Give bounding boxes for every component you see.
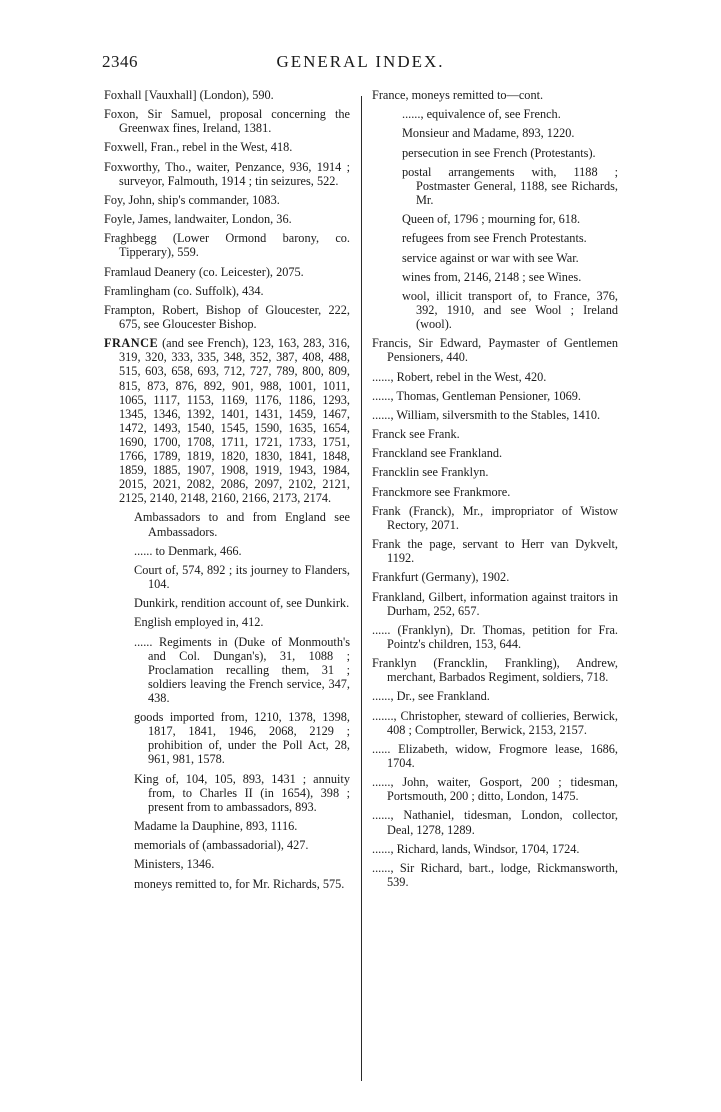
index-entry: ...... (Franklyn), Dr. Thomas, petition for Fra. Pointz's children, 153, 644. (372, 622, 618, 651)
index-entry: ......, Sir Richard, bart., lodge, Rickmansworth, 539. (372, 860, 618, 890)
index-subentry: service against or war with see War. (402, 250, 579, 265)
index-entry: Foxon, Sir Samuel, proposal concerning the Greenwax fines, Ireland, 1381. (104, 107, 350, 136)
index-entry: Foxhall [Vauxhall] (London), 590. (104, 88, 274, 102)
index-subentry: persecution in see French (Protestants). (402, 145, 596, 160)
index-entry: Foyle, James, landwaiter, London, 36. (104, 212, 292, 227)
index-subentry: postal arrangements with, 1188 ; Postmaster General, 1188, see Richards, Mr. (402, 164, 618, 207)
index-subentry: ......, equivalence of, see French. (402, 107, 561, 122)
index-entry: Frank the page, servant to Herr van Dykvelt, 1192. (372, 537, 618, 566)
index-entry: Foy, John, ship's commander, 1083. (104, 192, 280, 207)
index-subentry: Court of, 574, 892 ; its journey to Flanders, 104. (134, 562, 350, 592)
index-subentry: refugees from see French Protestants. (402, 231, 587, 246)
index-entry: Foxworthy, Tho., waiter, Penzance, 936, 1914 ; surveyor, Falmouth, 1914 ; tin seizures, 522. (104, 159, 350, 188)
index-subentry: wool, illicit transport of, to France, 376, 392, 1910, and see Wool ; Ireland (wool). (402, 288, 618, 332)
index-entry: ......, Dr., see Frankland. (372, 689, 490, 704)
index-entry: Frank (Franck), Mr., impropriator of Wistow Rectory, 2071. (372, 503, 618, 532)
index-entry: ......, William, silversmith to the Stables, 1410. (372, 407, 601, 422)
index-entry: Franklyn (Francklin, Frankling), Andrew, merchant, Barbados Regiment, soldiers, 718. (372, 656, 618, 685)
index-subentry: King of, 104, 105, 893, 1431 ; annuity from, to Charles II (in 1654), 398 ; present from to ambassadors, 893. (134, 771, 350, 814)
index-entry: ......, Richard, lands, Windsor, 1704, 1724. (372, 841, 580, 856)
index-subentry: Madame la Dauphine, 893, 1116. (134, 819, 298, 833)
index-subentry: Monsieur and Madame, 893, 1220. (402, 126, 575, 141)
index-subentry: moneys remitted to, for Mr. Richards, 575. (134, 876, 345, 891)
index-entry: Franck see Frank. (372, 427, 460, 442)
column-divider (361, 96, 362, 1081)
index-subentry: English employed in, 412. (134, 615, 264, 630)
headword-france: FRANCE (104, 336, 159, 351)
index-entry: Francis, Sir Edward, Paymaster of Gentlemen Pensioners, 440. (372, 336, 618, 365)
index-subentry: Dunkirk, rendition account of, see Dunkirk. (134, 596, 350, 611)
index-subentry: Ministers, 1346. (134, 857, 215, 872)
index-entry: Foxwell, Fran., rebel in the West, 418. (104, 140, 293, 155)
index-entry: Frankland, Gilbert, information against traitors in Durham, 252, 657. (372, 589, 618, 618)
index-subentry: memorials of (ambassadorial), 427. (134, 838, 309, 853)
index-column-right (372, 88, 618, 894)
index-entry: Francklin see Franklyn. (372, 465, 489, 480)
index-entry: ......., Christopher, steward of collieries, Berwick, 408 ; Comptroller, Berwick, 2153, 2157. (372, 708, 618, 737)
page-number: 2346 (102, 52, 138, 71)
index-subentry: Queen of, 1796 ; mourning for, 618. (402, 212, 581, 227)
running-title: GENERAL INDEX. (276, 52, 445, 71)
index-subentry: ...... to Denmark, 466. (134, 543, 242, 558)
index-entry: ......, Nathaniel, tidesman, London, collector, Deal, 1278, 1289. (372, 808, 618, 837)
index-entry: Framlingham (co. Suffolk), 434. (104, 283, 264, 298)
index-column-left (104, 88, 350, 896)
index-entry: ...... Elizabeth, widow, Frogmore lease, 1686, 1704. (372, 741, 618, 770)
index-entry: ......, Robert, rebel in the West, 420. (372, 369, 547, 384)
index-entry: Frampton, Robert, Bishop of Gloucester, 222, 675, see Gloucester Bishop. (104, 302, 350, 332)
index-entry-france: FRANCE (and see French), 123, 163, 283, 316, 319, 320, 333, 335, 348, 352, 387, 408, 488, 515, 603, 658, 693, 712, 727, 789, 800, 809, 815, 873, 876, 892, 901, 988, 1001, 1011, 1065, 1117, 1153, 1169, 1176, 1186, 1293, 1345, 1346, 1392, 1401, 1431, 1459, 1467, 1472, 1493, 1540, 1545, 1590, 1635, 1654, 1690, 1700, 1708, 1711, 1721, 1733, 1751, 1766, 1789, 1819, 1820, 1830, 1841, 1848, 1859, 1885, 1907, 1908, 1919, 1943, 1984, 2015, 2021, 2082, 2086, 2097, 2102, 2121, 2125, 2140, 2148, 2160, 2166, 2173, 2174. (104, 336, 350, 506)
index-entry: Franckland see Frankland. (372, 446, 503, 461)
index-entry: ......, Thomas, Gentleman Pensioner, 1069. (372, 388, 581, 403)
index-subentry: Ambassadors to and from England see Ambassadors. (134, 510, 350, 539)
index-subentry: ...... Regiments in (Duke of Monmouth's and Col. Dungan's), 31, 1088 ; Proclamation recalling them, 31 ; soldiers leaving the French service, 347, 438. (134, 634, 350, 705)
index-entry: ......, John, waiter, Gosport, 200 ; tidesman, Portsmouth, 200 ; ditto, London, 1475. (372, 775, 618, 804)
index-subentry: wines from, 2146, 2148 ; see Wines. (402, 269, 582, 284)
index-subentry: goods imported from, 1210, 1378, 1398, 1817, 1841, 1946, 2068, 2129 ; prohibition of, under the Poll Act, 28, 961, 981, 1578. (134, 710, 350, 767)
index-entry: Franckmore see Frankmore. (372, 484, 511, 499)
index-entry: Fraghbegg (Lower Ormond barony, co. Tipperary), 559. (104, 231, 350, 260)
index-entry: Framlaud Deanery (co. Leicester), 2075. (104, 264, 304, 279)
index-entry: Frankfurt (Germany), 1902. (372, 570, 510, 585)
index-entry: France, moneys remitted to—cont. (372, 88, 544, 102)
